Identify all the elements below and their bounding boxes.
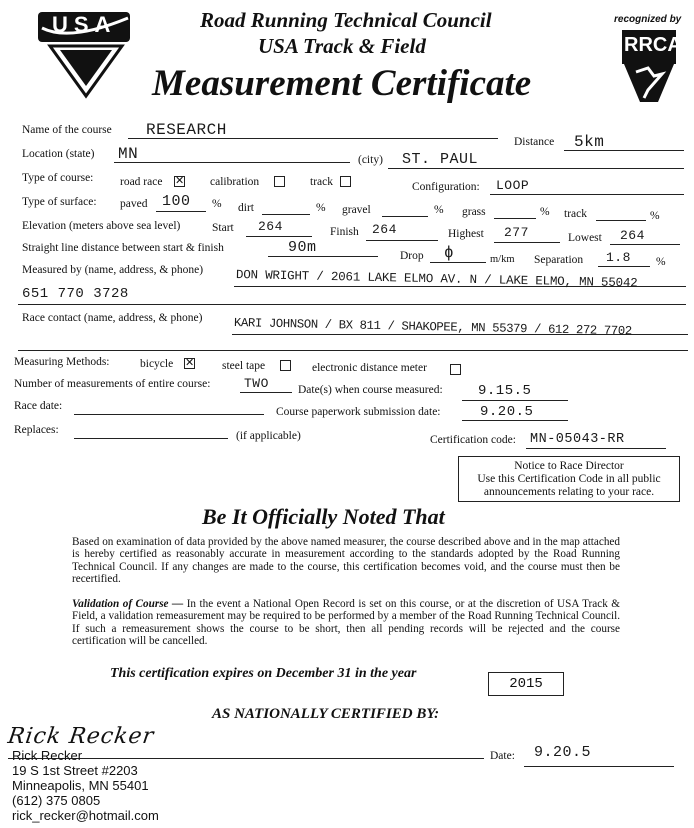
method-bicycle-checkbox[interactable] bbox=[184, 358, 195, 369]
dates-measured-value: 9.15.5 bbox=[478, 383, 532, 399]
measured-by-line1: DON WRIGHT / 2061 LAKE ELMO AV. N / LAKE ELMO, MN 55042 bbox=[235, 268, 638, 291]
paved-label: paved bbox=[120, 198, 148, 210]
paperwork-value: 9.20.5 bbox=[480, 404, 534, 420]
race-contact-label: Race contact (name, address, & phone) bbox=[22, 312, 203, 324]
straight-line bbox=[268, 256, 378, 257]
method-steel-tape-label: steel tape bbox=[222, 360, 266, 372]
track-surface-line bbox=[596, 220, 646, 221]
drop-line bbox=[430, 262, 486, 263]
nationally-certified-text: AS NATIONALLY CERTIFIED BY: bbox=[212, 706, 440, 722]
surface-label: Type of surface: bbox=[22, 196, 97, 208]
paperwork-label: Course paperwork submission date: bbox=[276, 406, 441, 418]
noted-paragraph-2 bbox=[72, 598, 620, 648]
city-line bbox=[388, 168, 684, 169]
type-road-race-checkbox[interactable] bbox=[174, 176, 185, 187]
city-value: ST. PAUL bbox=[402, 151, 479, 168]
drop-value: ϕ bbox=[444, 244, 455, 262]
usatf-logo bbox=[30, 8, 140, 100]
gravel-line bbox=[382, 216, 428, 217]
method-edm-checkbox[interactable] bbox=[450, 364, 461, 375]
lowest-line bbox=[610, 244, 680, 245]
separation-pct: % bbox=[656, 256, 666, 268]
start-value: 264 bbox=[258, 219, 283, 234]
dates-measured-line bbox=[462, 400, 568, 401]
num-measurements-label: Number of measurements of entire course: bbox=[14, 378, 211, 390]
cert-code-line bbox=[526, 448, 666, 449]
start-line bbox=[246, 236, 312, 237]
recognized-by: recognized by bbox=[614, 14, 682, 25]
validation-lead: Validation of Course — bbox=[72, 598, 184, 610]
finish-value: 264 bbox=[372, 222, 397, 237]
dirt-pct: % bbox=[316, 202, 326, 214]
lowest-label: Lowest bbox=[568, 232, 602, 244]
location-line bbox=[114, 162, 350, 163]
signature: Rick Recker bbox=[6, 724, 156, 749]
race-contact-value: KARI JOHNSON / BX 811 / SHAKOPEE, MN 55379 / 612 272 7702 bbox=[233, 316, 632, 339]
lowest-value: 264 bbox=[620, 228, 645, 243]
separation-value: 1.8 bbox=[606, 250, 631, 265]
straight-label: Straight line distance between start & finish bbox=[22, 242, 224, 254]
certifier-phone: (612) 375 0805 bbox=[12, 793, 101, 808]
rrca-logo-text: RRCA bbox=[624, 34, 682, 56]
finish-line bbox=[366, 240, 438, 241]
expires-year-box: 2015 bbox=[488, 672, 564, 696]
paved-value: 100 bbox=[162, 193, 191, 210]
org-line2: USA Track & Field bbox=[258, 34, 426, 58]
grass-line bbox=[494, 218, 536, 219]
certifier-address2: Minneapolis, MN 55401 bbox=[12, 778, 149, 793]
course-name-value: RESEARCH bbox=[146, 121, 227, 139]
expires-text: This certification expires on December 31 in the year bbox=[110, 666, 417, 681]
elevation-label: Elevation (meters above sea level) bbox=[22, 220, 181, 232]
race-date-line bbox=[74, 414, 264, 415]
method-bicycle-label: bicycle bbox=[140, 358, 174, 370]
mkm-label: m/km bbox=[490, 254, 515, 265]
separation-line bbox=[598, 266, 650, 267]
signature-date-value: 9.20.5 bbox=[534, 744, 592, 761]
measured-by-label: Measured by (name, address, & phone) bbox=[22, 264, 204, 276]
race-date-label: Race date: bbox=[14, 400, 63, 412]
replaces-line bbox=[74, 438, 228, 439]
notice-box bbox=[458, 456, 680, 502]
type-road-race-label: road race bbox=[120, 176, 163, 188]
gravel-pct: % bbox=[434, 204, 444, 216]
signature-date-line bbox=[524, 766, 674, 767]
configuration-line bbox=[490, 194, 684, 195]
separation-label: Separation bbox=[534, 254, 584, 266]
certifier-name: Rick Recker bbox=[12, 748, 83, 763]
grass-pct: % bbox=[540, 206, 550, 218]
num-measurements-line bbox=[240, 392, 292, 393]
distance-value: 5km bbox=[574, 133, 605, 151]
race-contact-line2 bbox=[18, 350, 688, 351]
drop-label: Drop bbox=[400, 250, 424, 262]
if-applicable-label: (if applicable) bbox=[236, 430, 301, 442]
configuration-label: Configuration: bbox=[412, 181, 480, 193]
rrca-logo bbox=[618, 28, 680, 104]
highest-line bbox=[494, 242, 560, 243]
dirt-label: dirt bbox=[238, 202, 254, 214]
finish-label: Finish bbox=[330, 226, 359, 238]
gravel-label: gravel bbox=[342, 204, 371, 216]
noted-heading: Be It Officially Noted That bbox=[202, 504, 445, 529]
type-label: Type of course: bbox=[22, 172, 94, 184]
paperwork-line bbox=[462, 420, 568, 421]
org-line1: Road Running Technical Council bbox=[200, 8, 492, 32]
cert-code-value: MN-05043-RR bbox=[530, 432, 625, 447]
methods-label: Measuring Methods: bbox=[14, 356, 110, 368]
dates-measured-label: Date(s) when course measured: bbox=[298, 384, 443, 396]
distance-label: Distance bbox=[514, 136, 555, 148]
usatf-logo-text: USA bbox=[52, 12, 117, 37]
grass-label: grass bbox=[462, 206, 486, 218]
type-track-checkbox[interactable] bbox=[340, 176, 351, 187]
cert-code-label: Certification code: bbox=[430, 434, 516, 446]
straight-value: 90m bbox=[288, 239, 317, 256]
track-surface-label: track bbox=[564, 208, 587, 220]
measured-by-line2: 651 770 3728 bbox=[22, 286, 129, 302]
notice-line3: announcements relating to your race. bbox=[483, 486, 655, 498]
signature-date-label: Date: bbox=[490, 750, 515, 762]
location-label: Location (state) bbox=[22, 148, 95, 160]
method-edm-label: electronic distance meter bbox=[312, 362, 427, 374]
measured-by-line2-rule bbox=[18, 304, 686, 305]
track-pct: % bbox=[650, 210, 660, 222]
city-label: (city) bbox=[358, 154, 383, 166]
noted-paragraph-1: Based on examination of data provided by the above named measurer, the course described above and in the map attached is hereby certified as reasonably accurate in measurement according to the standards adopted by the Road Running Technical Council. If any changes are made to the course, this certification becomes void, and the course must then be recertified. bbox=[72, 536, 620, 586]
highest-value: 277 bbox=[504, 225, 529, 240]
replaces-label: Replaces: bbox=[14, 424, 59, 436]
configuration-value: LOOP bbox=[496, 178, 530, 193]
start-label: Start bbox=[212, 222, 234, 234]
certifier-email: rick_recker@hotmail.com bbox=[12, 808, 159, 823]
method-steel-tape-checkbox[interactable] bbox=[280, 360, 291, 371]
dirt-line bbox=[262, 214, 310, 215]
paved-line bbox=[156, 211, 206, 212]
type-track-label: track bbox=[310, 176, 333, 188]
type-calibration-checkbox[interactable] bbox=[274, 176, 285, 187]
type-calibration-label: calibration bbox=[210, 176, 260, 188]
paved-pct: % bbox=[212, 198, 222, 210]
notice-title: Notice to Race Director bbox=[514, 460, 624, 472]
validation-text: In the event a National Open Record is set on this course, or at the discretion of USA Track & Field, a validation remeasurement may be required to be performed by a member of the Road Running Technical Council. If such a remeasurement shows the course to be short, then all pending records will be rejected and the course certification will be cancelled. bbox=[72, 598, 620, 648]
course-name-label: Name of the course bbox=[22, 124, 112, 136]
notice-line2: Use this Certification Code in all public bbox=[477, 473, 661, 485]
location-value: MN bbox=[118, 145, 139, 163]
highest-label: Highest bbox=[448, 228, 484, 240]
num-measurements-value: TWO bbox=[244, 376, 269, 391]
page-title: Measurement Certificate bbox=[152, 63, 532, 104]
certifier-address1: 19 S 1st Street #2203 bbox=[12, 763, 138, 778]
